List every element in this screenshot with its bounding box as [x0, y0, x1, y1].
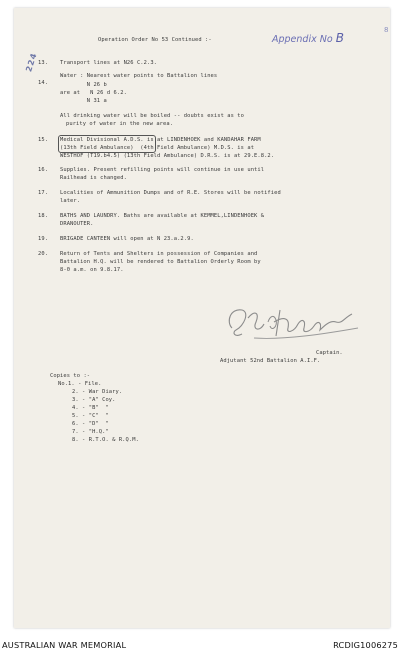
item-line: Localities of Ammunition Dumps and of R.E. Stores will be notified — [60, 190, 281, 196]
copies-title: Copies to :- — [50, 373, 91, 379]
copies-item: 3. - "A" Coy. — [72, 397, 116, 403]
item-line: Supplies. Present refilling points will continue in use until — [60, 167, 265, 173]
copies-item: 6. - "D" " — [72, 421, 109, 427]
item-line: BATHS AND LAUNDRY. Baths are available at KEMMEL,LINDENHOEK & — [60, 213, 265, 219]
item-line: All drinking water will be boiled -- doubts exist as to — [60, 113, 244, 119]
copies-item: 7. - "H.Q." — [72, 429, 109, 435]
item-line: BRIGADE CANTEEN will open at N 23.a.2.9. — [60, 236, 194, 242]
copies-item: 8. - R.T.O. & R.Q.M. — [72, 437, 139, 443]
item-line: N 26 b — [60, 82, 107, 88]
copies-item: 5. - "C" " — [72, 413, 109, 419]
item-number: 20. — [38, 251, 49, 257]
copies-item: 4. - "B" " — [72, 405, 109, 411]
item-line: Battalion H.Q. will be rendered to Battalion Orderly Room by — [60, 259, 261, 265]
copies-item: No.1. - File. — [58, 381, 102, 387]
copies-item: 2. - War Diary. — [72, 389, 123, 395]
appendix-label — [272, 31, 344, 45]
item-line: DRANOUTER. — [60, 221, 94, 227]
signatory-rank: Captain. — [316, 350, 343, 356]
document-heading: Operation Order No 53 Continued :- — [98, 37, 212, 43]
item-number: 15. — [38, 137, 49, 143]
item-line: Transport lines at N26 C.2.3. — [60, 60, 158, 66]
appendix-handwritten-letter: B — [335, 31, 344, 45]
signatory-role: Adjutant 52nd Battalion A.I.F. — [220, 358, 321, 364]
handwritten-signature — [224, 298, 364, 346]
item-line: purity of water in the new area. — [66, 121, 174, 127]
pencil-bracket — [58, 135, 156, 153]
item-line: WESTHOF (T19.b4.5) (13th Field Ambulance) D.R.S. is at 29.E.8.2. — [60, 153, 275, 159]
item-line: 8-0 a.m. on 9.8.17. — [60, 267, 124, 273]
item-number: 17. — [38, 190, 49, 196]
item-number: 19. — [38, 236, 49, 242]
item-line: Medical Divisional A.D.S. is at LINDENHOEK and KANDAHAR FARM — [60, 137, 261, 143]
item-line: (13th Field Ambulance) (4th Field Ambulance) M.D.S. is at — [60, 145, 255, 151]
item-line: Water : Nearest water points to Battalion lines — [60, 73, 218, 79]
item-line: Return of Tents and Shelters in possession of Companies and — [60, 251, 258, 257]
item-line: are at N 26 d 6.2. — [60, 90, 127, 96]
appendix-text: Appendix No — [272, 34, 333, 45]
item-line: later. — [60, 198, 81, 204]
item-number: 13. — [38, 60, 49, 66]
item-number: 16. — [38, 167, 49, 173]
item-number: 18. — [38, 213, 49, 219]
item-line: Railhead is changed. — [60, 175, 127, 181]
document-sheet — [14, 8, 390, 628]
item-line: N 31 a — [60, 98, 107, 104]
page-number: 8 — [384, 26, 389, 34]
archive-credit: AUSTRALIAN WAR MEMORIAL — [2, 640, 127, 650]
stamp-number: 224 — [24, 51, 39, 74]
item-number: 14. — [38, 80, 49, 86]
archive-reference: RCDIG1006275 — [333, 640, 398, 650]
